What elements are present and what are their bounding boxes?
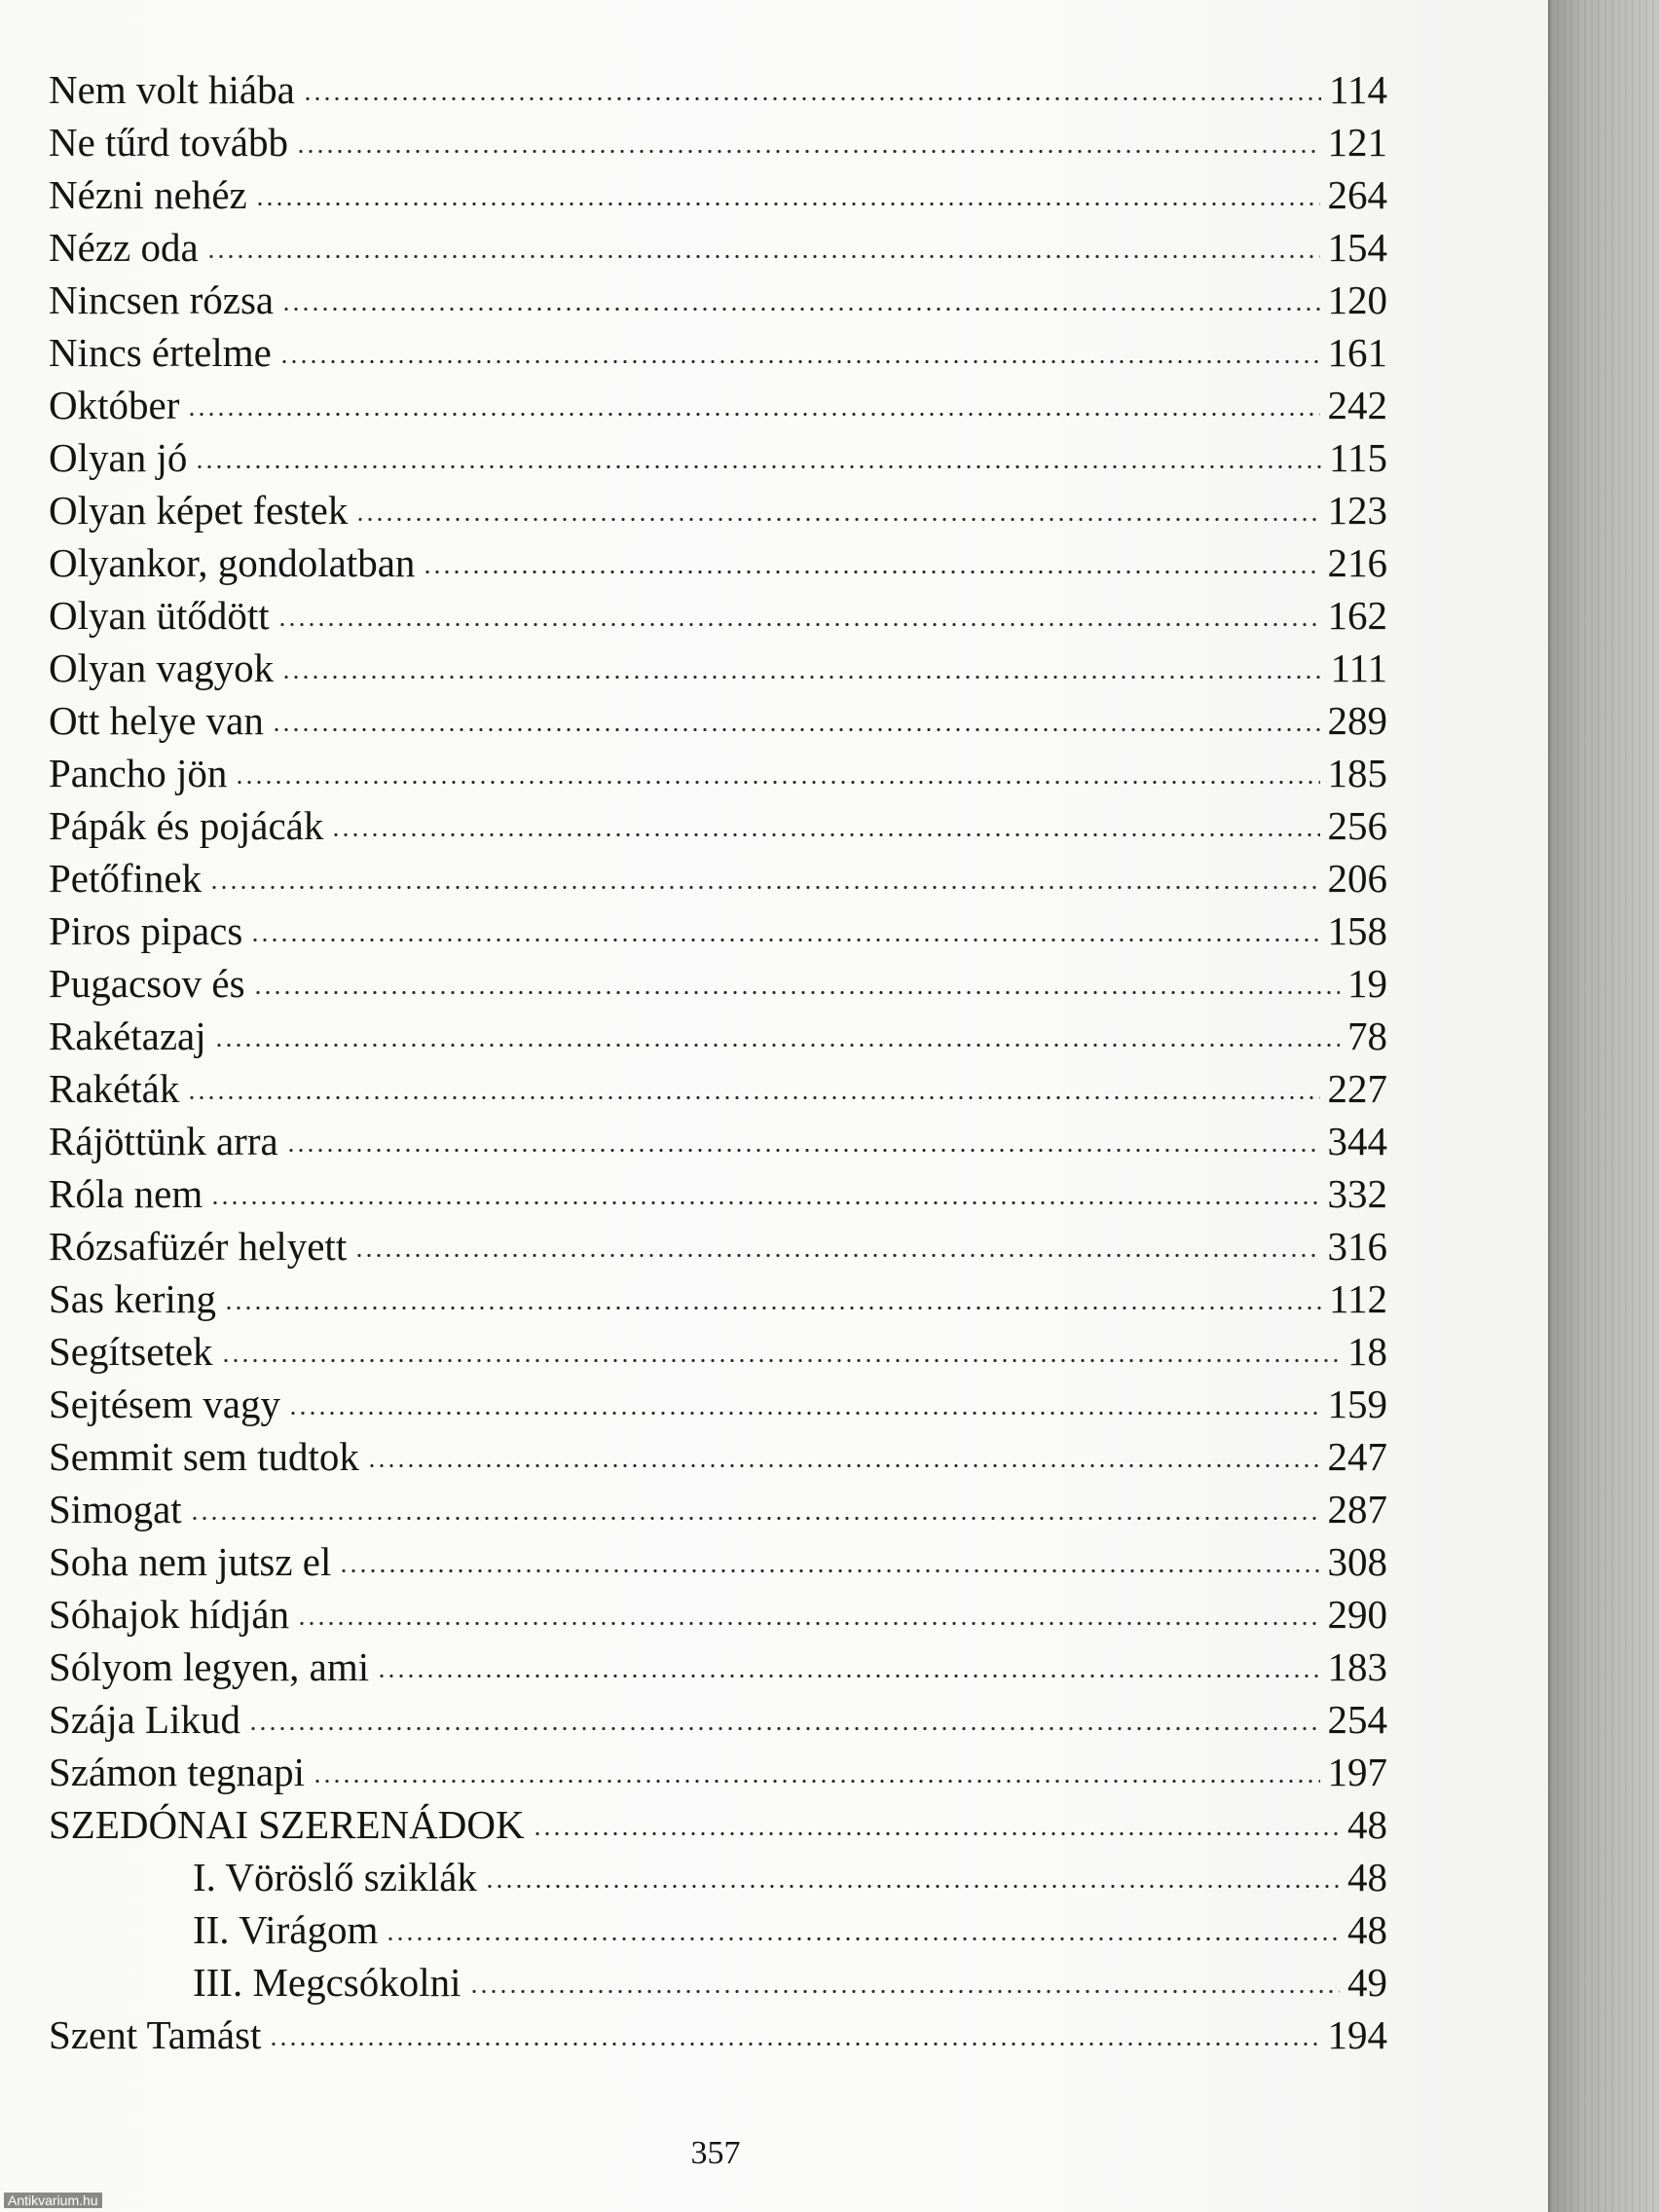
toc-entry bbox=[49, 63, 1387, 116]
dot-leader bbox=[281, 305, 1319, 313]
toc-entry bbox=[49, 379, 1387, 431]
toc-entry-title: Sas kering bbox=[49, 1276, 216, 1321]
toc-entry bbox=[49, 1010, 1387, 1062]
dot-leader bbox=[221, 1356, 1340, 1365]
toc-entry-page: 227 bbox=[1327, 1066, 1387, 1111]
toc-entry-title: Róla nem bbox=[49, 1171, 203, 1216]
toc-entry-title: Olyan jó bbox=[49, 435, 188, 480]
toc-entry bbox=[49, 168, 1387, 221]
toc-entry-page: 254 bbox=[1327, 1697, 1387, 1742]
toc-entry-page: 121 bbox=[1327, 120, 1387, 165]
toc-entry bbox=[49, 1798, 1387, 1851]
dot-leader bbox=[367, 1461, 1320, 1470]
toc-entry-page: 123 bbox=[1327, 488, 1387, 533]
toc-entry-title: Soha nem jutsz el bbox=[49, 1539, 332, 1584]
toc-entry-title: Simogat bbox=[49, 1487, 182, 1531]
toc-entry-title: Sólyom legyen, ami bbox=[49, 1644, 370, 1689]
toc-entry bbox=[49, 957, 1387, 1010]
dot-leader bbox=[355, 515, 1319, 524]
dot-leader bbox=[187, 410, 1319, 419]
dot-leader bbox=[277, 620, 1320, 629]
dot-leader bbox=[423, 568, 1319, 576]
toc-entry-page: 185 bbox=[1327, 751, 1387, 795]
toc-entry-title: Pápák és pojácák bbox=[49, 803, 324, 848]
toc-entry bbox=[49, 1378, 1387, 1430]
toc-entry bbox=[49, 1325, 1387, 1378]
dot-leader bbox=[255, 200, 1320, 208]
dot-leader bbox=[533, 1829, 1340, 1838]
toc-entry-page: 264 bbox=[1327, 172, 1387, 217]
dot-leader bbox=[253, 988, 1340, 997]
toc-entry-title: Rakétazaj bbox=[49, 1014, 206, 1058]
toc-entry-page: 216 bbox=[1327, 540, 1387, 585]
toc-entry bbox=[49, 536, 1387, 589]
toc-entry-title: Rájöttünk arra bbox=[49, 1119, 278, 1163]
toc-entry-title: Sejtésem vagy bbox=[49, 1382, 280, 1426]
toc-entry bbox=[49, 431, 1387, 484]
toc-entry-page: 114 bbox=[1329, 67, 1387, 112]
toc-entry-title: Pancho jön bbox=[49, 751, 228, 795]
toc-entry-title: Olyan vagyok bbox=[49, 645, 275, 690]
toc-entry-page: 48 bbox=[1347, 1802, 1387, 1847]
toc-entry-page: 242 bbox=[1327, 383, 1387, 427]
toc-entry-title: Olyan ütődött bbox=[49, 593, 270, 638]
toc-entry-title: Szája Likud bbox=[49, 1697, 240, 1742]
toc-entry-page: 332 bbox=[1327, 1171, 1387, 1216]
toc-entry-page: 158 bbox=[1327, 908, 1387, 953]
toc-entry-title: Olyankor, gondolatban bbox=[49, 540, 416, 585]
toc-entry bbox=[49, 799, 1387, 852]
toc-entry-title: II. Virágom bbox=[193, 1907, 379, 1952]
dot-leader bbox=[485, 1882, 1340, 1891]
dot-leader bbox=[279, 357, 1320, 366]
table-of-contents bbox=[49, 63, 1387, 2061]
watermark-logo: Antikvarium.hu bbox=[4, 2193, 102, 2208]
toc-entry bbox=[49, 747, 1387, 799]
toc-entry-title: Ne tűrd tovább bbox=[49, 120, 288, 165]
dot-leader bbox=[206, 252, 1320, 261]
toc-entry-page: 78 bbox=[1347, 1014, 1387, 1058]
toc-entry-page: 112 bbox=[1329, 1276, 1387, 1321]
toc-entry-title: Nézz oda bbox=[49, 225, 199, 270]
toc-entry-page: 290 bbox=[1327, 1592, 1387, 1637]
toc-entry-title: Rakéták bbox=[49, 1066, 180, 1111]
dot-leader bbox=[210, 1198, 1319, 1207]
toc-entry bbox=[49, 642, 1387, 694]
toc-entry-page: 247 bbox=[1327, 1434, 1387, 1479]
toc-entry-page: 194 bbox=[1327, 2012, 1387, 2057]
toc-entry bbox=[49, 326, 1387, 379]
toc-entry-title: Semmit sem tudtok bbox=[49, 1434, 359, 1479]
toc-entry-title: I. Vöröslő sziklák bbox=[193, 1855, 477, 1899]
toc-entry-title: Rózsafüzér helyett bbox=[49, 1224, 348, 1269]
dot-leader bbox=[377, 1672, 1319, 1680]
toc-entry bbox=[49, 852, 1387, 904]
dot-leader bbox=[297, 1619, 1319, 1628]
toc-entry bbox=[49, 1693, 1387, 1746]
toc-entry-page: 48 bbox=[1347, 1855, 1387, 1899]
toc-entry bbox=[49, 2009, 1387, 2061]
dot-leader bbox=[303, 94, 1321, 103]
toc-entry bbox=[49, 1062, 1387, 1115]
toc-entry-title: Október bbox=[49, 383, 180, 427]
dot-leader bbox=[269, 2040, 1319, 2048]
toc-entry bbox=[49, 1167, 1387, 1220]
toc-entry-page: 154 bbox=[1327, 225, 1387, 270]
dot-leader bbox=[214, 1041, 1340, 1050]
toc-entry-title: Olyan képet festek bbox=[49, 488, 349, 533]
toc-entry-page: 48 bbox=[1347, 1907, 1387, 1952]
dot-leader bbox=[286, 1146, 1320, 1155]
toc-entry-title: Nézni nehéz bbox=[49, 172, 247, 217]
toc-entry-page: 256 bbox=[1327, 803, 1387, 848]
toc-entry bbox=[49, 484, 1387, 536]
toc-entry-page: 49 bbox=[1347, 1960, 1387, 2005]
toc-entry bbox=[49, 589, 1387, 642]
dot-leader bbox=[288, 1409, 1320, 1418]
toc-entry-page: 161 bbox=[1327, 330, 1387, 375]
dot-leader bbox=[224, 1304, 1321, 1312]
toc-entry-title: Pugacsov és bbox=[49, 961, 245, 1006]
dot-leader bbox=[190, 1514, 1320, 1523]
dot-leader bbox=[331, 830, 1319, 839]
toc-entry-title: Piros pipacs bbox=[49, 908, 243, 953]
dot-leader bbox=[354, 1251, 1319, 1260]
toc-entry-page: 344 bbox=[1327, 1119, 1387, 1163]
dot-leader bbox=[250, 936, 1319, 944]
toc-entry-page: 111 bbox=[1330, 645, 1387, 690]
toc-entry-page: 183 bbox=[1327, 1644, 1387, 1689]
toc-entry-page: 287 bbox=[1327, 1487, 1387, 1531]
toc-entry bbox=[49, 1588, 1387, 1641]
dot-leader bbox=[296, 147, 1320, 156]
toc-entry bbox=[49, 1956, 1387, 2009]
toc-entry-title: III. Megcsókolni bbox=[193, 1960, 461, 2005]
toc-entry-page: 308 bbox=[1327, 1539, 1387, 1584]
toc-entry bbox=[49, 1903, 1387, 1956]
toc-entry-page: 159 bbox=[1327, 1382, 1387, 1426]
toc-entry-page: 206 bbox=[1327, 856, 1387, 901]
page-number: 357 bbox=[690, 2135, 741, 2171]
toc-entry bbox=[49, 1115, 1387, 1167]
toc-entry-page: 162 bbox=[1327, 593, 1387, 638]
toc-entry-page: 19 bbox=[1347, 961, 1387, 1006]
toc-entry bbox=[49, 1430, 1387, 1483]
toc-entry-title: Nincsen rózsa bbox=[49, 277, 275, 322]
dot-leader bbox=[313, 1777, 1319, 1786]
toc-entry bbox=[49, 1746, 1387, 1798]
dot-leader bbox=[248, 1724, 1320, 1733]
toc-entry-title: Szent Tamást bbox=[49, 2012, 262, 2057]
dot-leader bbox=[187, 1093, 1319, 1102]
toc-entry-title: Nem volt hiába bbox=[49, 67, 295, 112]
toc-entry-title: Petőfinek bbox=[49, 856, 203, 901]
toc-entry-title: Nincs értelme bbox=[49, 330, 272, 375]
toc-entry bbox=[49, 1641, 1387, 1693]
toc-entry-title: Számon tegnapi bbox=[49, 1750, 306, 1794]
toc-entry bbox=[49, 116, 1387, 168]
toc-entry bbox=[49, 1483, 1387, 1535]
toc-entry bbox=[49, 904, 1387, 957]
toc-entry-title: SZEDÓNAI SZERENÁDOK bbox=[49, 1802, 525, 1847]
toc-entry bbox=[49, 694, 1387, 747]
toc-entry-title: Sóhajok hídján bbox=[49, 1592, 290, 1637]
toc-entry-page: 18 bbox=[1347, 1329, 1387, 1374]
toc-entry bbox=[49, 1220, 1387, 1272]
dot-leader bbox=[209, 883, 1319, 892]
dot-leader bbox=[195, 462, 1321, 471]
toc-entry-page: 120 bbox=[1327, 277, 1387, 322]
toc-entry bbox=[49, 1535, 1387, 1588]
dot-leader bbox=[386, 1935, 1340, 1943]
toc-entry-page: 197 bbox=[1327, 1750, 1387, 1794]
toc-entry bbox=[49, 274, 1387, 326]
toc-entry-page: 316 bbox=[1327, 1224, 1387, 1269]
toc-entry bbox=[49, 1851, 1387, 1903]
dot-leader bbox=[272, 725, 1320, 734]
dot-leader bbox=[281, 673, 1322, 682]
toc-entry bbox=[49, 221, 1387, 274]
toc-entry-page: 115 bbox=[1329, 435, 1387, 480]
toc-entry-title: Ott helye van bbox=[49, 698, 264, 743]
toc-entry-page: 289 bbox=[1327, 698, 1387, 743]
dot-leader bbox=[339, 1567, 1319, 1575]
background-surface bbox=[1548, 0, 1659, 2212]
toc-entry-title: Segítsetek bbox=[49, 1329, 213, 1374]
dot-leader bbox=[469, 1987, 1340, 1996]
dot-leader bbox=[235, 778, 1319, 787]
toc-entry bbox=[49, 1272, 1387, 1325]
